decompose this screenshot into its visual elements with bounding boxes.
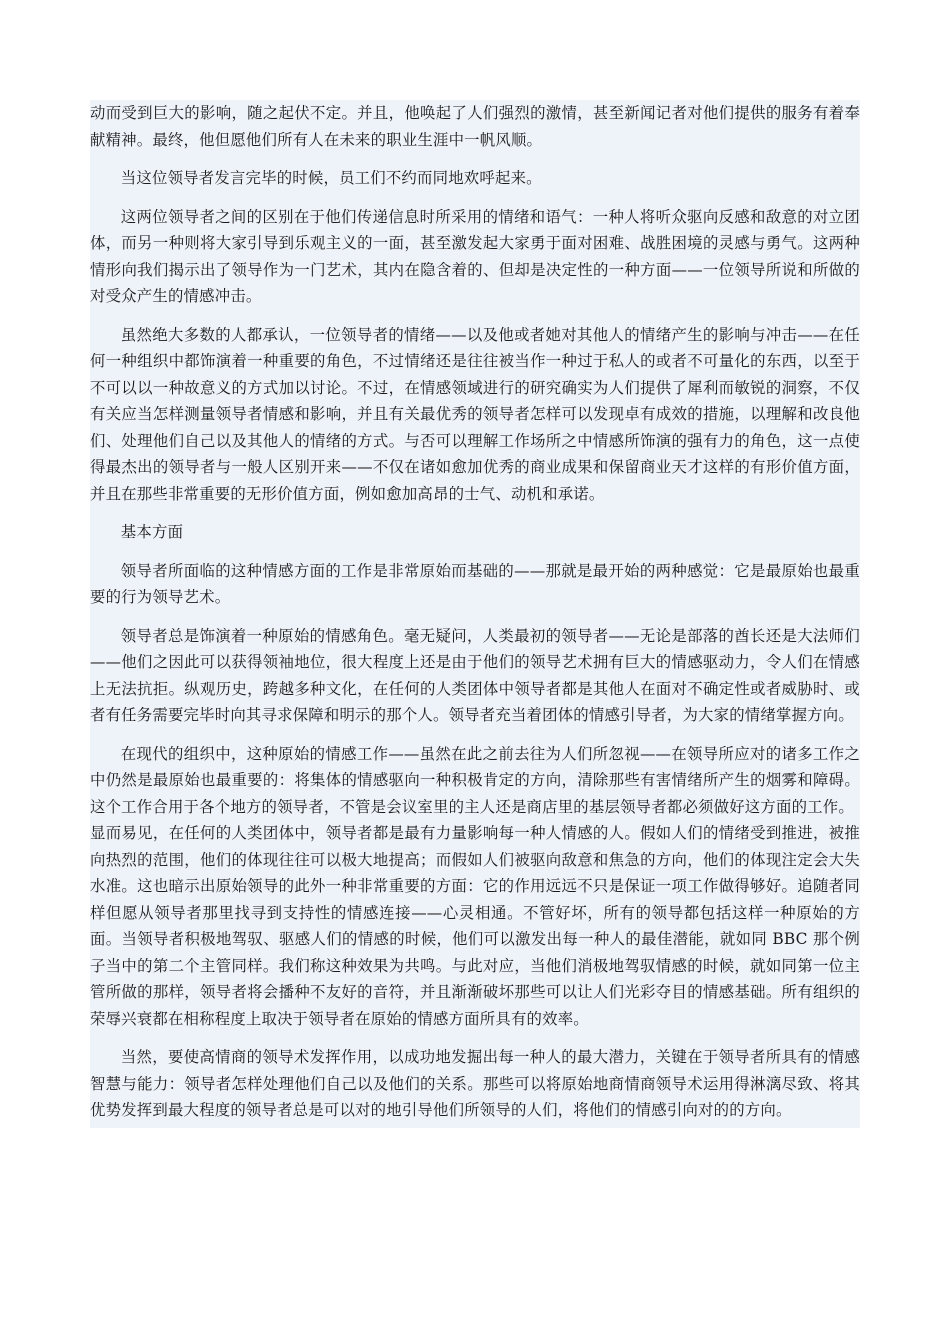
paragraph-1: 动而受到巨大的影响，随之起伏不定。并且，他唤起了人们强烈的激情，甚至新闻记者对他们提供的服务有着奉献精神。最终，他但愿他们所有人在未来的职业生涯中一帆风顺。	[90, 104, 860, 149]
paragraph-2: 当这位领导者发言完毕的时候，员工们不约而同地欢呼起来。	[120, 169, 542, 187]
paragraph-8: 显而易见，在任何的人类团体中，领导者都是最有力量影响每一种人情感的人。假如人们的情绪受到推进，被推向热烈的范围，他们的体现往往可以极大地提高；而假如人们被驱向敌意和焦急的方向，他们的体现注定会大失水准。这也暗示出原始领导的此外一种非常重要的方面：它的作用远远不只是保证一项工作做得够好。追随者同样但愿从领导者那里找寻到支持性的情感连接——心灵相通。不管好坏，所有的领导都包括这样一种原始的方面。当领导者积极地驾驭、驱感人们的情感的时候，他们可以激发出每一种人的最佳潜能，就如同 BBC 那个例子当中的第二个主管同样。我们称这种效果为共鸣。与此对应，当他们消极地驾驭情感的时候，就如同第一位主管所做的那样，领导者将会播种不友好的音符，并且渐渐破坏那些可以让人们光彩夺目的情感基础。所有组织的荣辱兴衰都在相称程度上取决于领导者在原始的情感方面所具有的效率。	[90, 824, 860, 1028]
section-heading: 基本方面	[120, 523, 184, 541]
paragraph-3: 这两位领导者之间的区别在于他们传递信息时所采用的情绪和语气：一种人将听众驱向反感和敌意的对立团体，而另一种则将大家引导到乐观主义的一面，甚至激发起大家勇于面对困难、战胜困境的灵感与勇气。这两种情形向我们揭示出了领导作为一门艺术，其内在隐含着的、但却是决定性的一种方面——一位领导所说和所做的对受众产生的情感冲击。	[90, 207, 860, 305]
paragraph-9: 当然，要使高情商的领导术发挥作用，以成功地发掘出每一种人的最大潜力，关键在于领导者所具有的情感智慧与能力：领导者怎样处理他们自己以及他们的关系。那些可以将原始地商情商领导术运用得淋漓尽致、将其优势发挥到最大程度的领导者总是可以对的地引导他们所领导的人们，将他们的情感引向对的的方向。	[90, 1048, 860, 1119]
document-body	[90, 100, 860, 1128]
paragraph-7: 在现代的组织中，这种原始的情感工作——虽然在此之前去往为人们所忽视——在领导所应对的诸多工作之中仍然是最原始也最重要的：将集体的情感驱向一种积极肯定的方向，清除那些有害情绪所产生的烟雾和障碍。这个工作合用于各个地方的领导者，不管是会议室里的主人还是商店里的基层领导者都必须做好这方面的工作。	[90, 744, 860, 816]
paragraph-5: 领导者所面临的这种情感方面的工作是非常原始而基础的——那就是最开始的两种感觉：它是最原始也最重要的行为领导艺术。	[90, 561, 860, 606]
paragraph-6: 领导者总是饰演着一种原始的情感角色。毫无疑问，人类最初的领导者——无论是部落的酋长还是大法师们——他们之因此可以获得领袖地位，很大程度上还是由于他们的领导艺术拥有巨大的情感驱动力，令人们在情感上无法抗拒。纵观历史，跨越多种文化，在任何的人类团体中领导者都是其他人在面对不确定性或者威胁时、或者有任务需要完毕时向其寻求保障和明示的那个人。领导者充当着团体的情感引导者，为大家的情绪掌握方向。	[90, 626, 860, 724]
paragraph-4: 虽然绝大多数的人都承认，一位领导者的情绪——以及他或者她对其他人的情绪产生的影响与冲击——在任何一种组织中都饰演着一种重要的角色，不过情绪还是往往被当作一种过于私人的或者不可量化的东西，以至于不可以以一种故意义的方式加以讨论。不过，在情感领域进行的研究确实为人们提供了犀利而敏锐的洞察，不仅有关应当怎样测量领导者情感和影响，并且有关最优秀的领导者怎样可以发现卓有成效的措施，以理解和改良他们、处理他们自己以及其他人的情绪的方式。与否可以理解工作场所之中情感所饰演的强有力的角色，这一点使得最杰出的领导者与一般人区别开来——不仅在诸如愈加优秀的商业成果和保留商业天才这样的有形价值方面，并且在那些非常重要的无形价值方面，例如愈加高昂的士气、动机和承诺。	[90, 325, 860, 503]
